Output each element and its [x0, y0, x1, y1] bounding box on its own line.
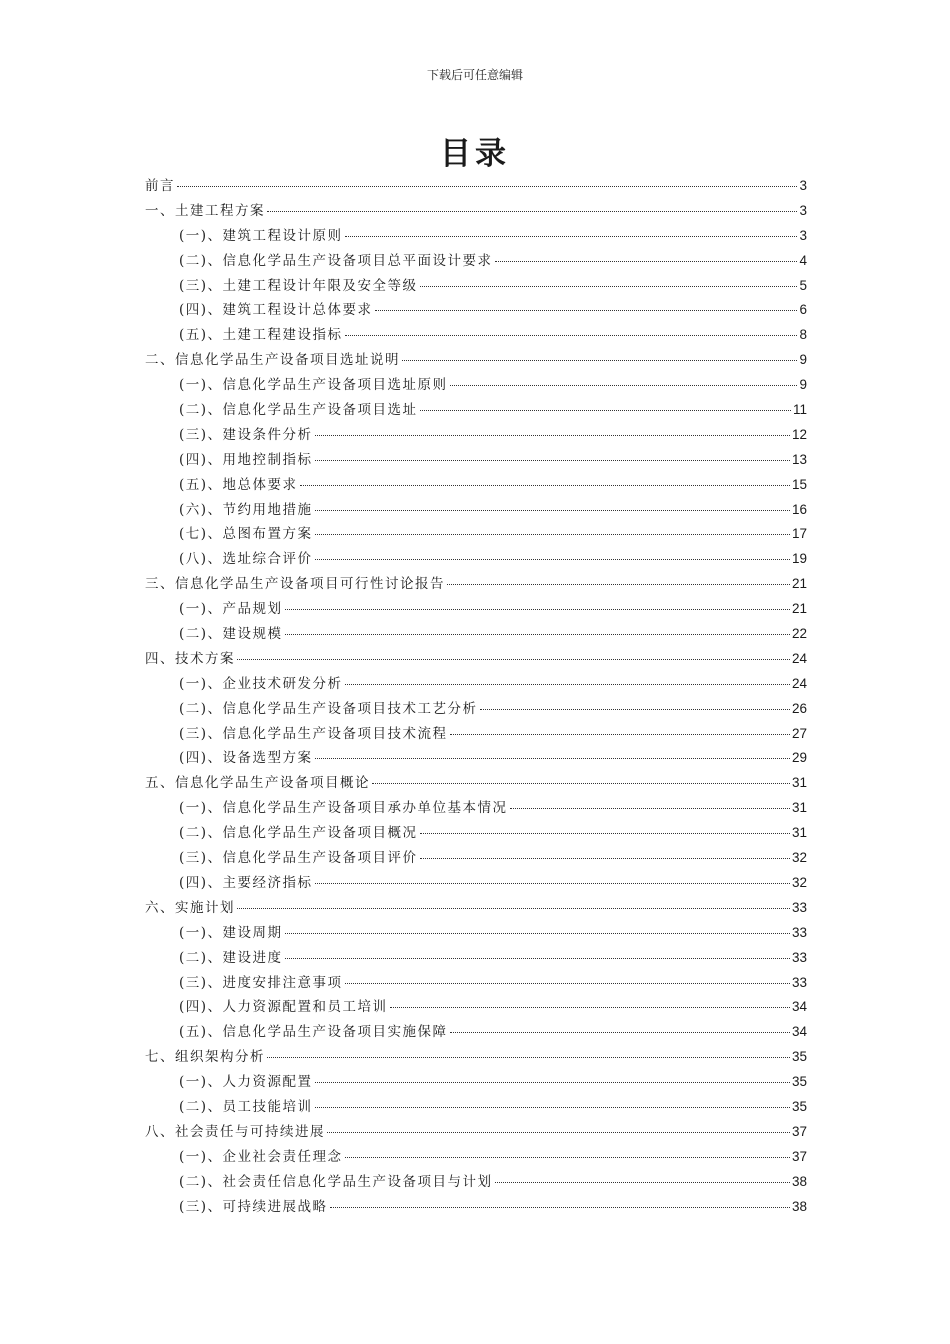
toc-entry-text: (一)、信息化学品生产设备项目选址原则 — [179, 377, 448, 394]
toc-page-number: 34 — [791, 1024, 807, 1040]
toc-page-number: 5 — [799, 277, 807, 293]
toc-page-number: 11 — [792, 402, 807, 418]
toc-section-entry[interactable] — [145, 971, 807, 996]
toc-chapter-entry[interactable] — [145, 896, 807, 921]
toc-page-number: 31 — [791, 825, 807, 841]
toc-entry-text: (三)、可持续进展战略 — [179, 1198, 328, 1215]
toc-entry-text: (一)、产品规划 — [179, 601, 283, 618]
toc-section-entry[interactable] — [145, 672, 807, 697]
dot-leader — [237, 908, 790, 909]
toc-page-number: 33 — [791, 949, 807, 965]
toc-section-entry[interactable] — [145, 522, 807, 547]
toc-entry-text: (一)、信息化学品生产设备项目承办单位基本情况 — [179, 800, 508, 817]
toc-page-number: 13 — [791, 451, 807, 467]
toc-entry-text: (一)、企业技术研发分析 — [179, 675, 343, 692]
dot-leader — [510, 808, 790, 809]
toc-page-number: 3 — [799, 178, 807, 193]
toc-chapter-entry[interactable] — [145, 572, 807, 597]
toc-page-number: 21 — [791, 576, 807, 592]
dot-leader — [345, 335, 798, 336]
dot-leader — [375, 310, 798, 311]
dot-leader — [450, 1032, 790, 1033]
dot-leader — [495, 261, 798, 262]
toc-entry-text: (二)、信息化学品生产设备项目技术工艺分析 — [179, 700, 478, 717]
toc-page-number: 31 — [791, 800, 807, 816]
dot-leader — [420, 410, 791, 411]
toc-page-number: 26 — [791, 700, 807, 716]
toc-entry-text: (二)、建设进度 — [179, 949, 283, 966]
toc-section-entry[interactable] — [145, 224, 807, 249]
toc-title: 目录 — [440, 136, 510, 172]
toc-entry-text: (一)、建设周期 — [179, 924, 283, 941]
toc-section-entry[interactable] — [145, 249, 807, 274]
toc-entry-text: (一)、企业社会责任理念 — [179, 1148, 343, 1165]
toc-chapter-entry[interactable] — [145, 771, 807, 796]
toc-page-number: 24 — [791, 675, 807, 691]
toc-page-number: 33 — [791, 924, 807, 940]
toc-entry-text: (八)、选址综合评价 — [179, 551, 313, 568]
dot-leader — [315, 1082, 790, 1083]
toc-entry-text: (二)、员工技能培训 — [179, 1098, 313, 1115]
toc-entry-text: (三)、建设条件分析 — [179, 426, 313, 443]
dot-leader — [420, 858, 790, 859]
toc-section-entry[interactable] — [145, 323, 807, 348]
toc-entry-text: (二)、信息化学品生产设备项目总平面设计要求 — [179, 252, 493, 269]
toc-section-entry[interactable] — [145, 547, 807, 572]
dot-leader — [267, 211, 797, 212]
toc-section-entry[interactable] — [145, 796, 807, 821]
toc-section-entry[interactable] — [145, 473, 807, 498]
toc-entry-text: (六)、节约用地措施 — [179, 501, 313, 518]
dot-leader — [315, 435, 790, 436]
dot-leader — [327, 1132, 790, 1133]
toc-section-entry[interactable] — [145, 1070, 807, 1095]
toc-section-entry[interactable] — [145, 1170, 807, 1195]
toc-section-entry[interactable] — [145, 722, 807, 747]
toc-section-entry[interactable] — [145, 921, 807, 946]
toc-section-entry[interactable] — [145, 498, 807, 523]
toc-entry-text: (二)、建设规模 — [179, 626, 283, 643]
toc-page-number: 8 — [799, 327, 807, 343]
toc-page-number: 32 — [791, 874, 807, 890]
toc-entry-text: 五、信息化学品生产设备项目概论 — [145, 775, 370, 792]
dot-leader — [330, 1207, 790, 1208]
toc-page-number: 9 — [799, 377, 807, 393]
toc-entry-text: (二)、信息化学品生产设备项目概况 — [179, 825, 418, 842]
toc-section-entry[interactable] — [145, 1095, 807, 1120]
toc-page-number: 16 — [791, 501, 807, 517]
toc-page-number: 3 — [799, 202, 807, 218]
toc-chapter-entry[interactable] — [145, 348, 807, 373]
toc-section-entry[interactable] — [145, 1195, 807, 1220]
dot-leader — [315, 460, 790, 461]
toc-entry-text: 七、组织架构分析 — [145, 1049, 265, 1066]
dot-leader — [315, 758, 790, 759]
toc-entry-text: 二、信息化学品生产设备项目选址说明 — [145, 352, 400, 369]
dot-leader — [315, 510, 790, 511]
dot-leader — [177, 186, 797, 187]
dot-leader — [480, 709, 790, 710]
dot-leader — [372, 783, 790, 784]
toc-section-entry[interactable] — [145, 597, 807, 622]
dot-leader — [315, 534, 790, 535]
toc-page-number: 17 — [791, 526, 807, 542]
dot-leader — [450, 734, 790, 735]
toc-section-entry[interactable] — [145, 1020, 807, 1045]
toc-entry-text: (五)、信息化学品生产设备项目实施保障 — [179, 1024, 448, 1041]
toc-entry-text: (三)、信息化学品生产设备项目技术流程 — [179, 725, 448, 742]
toc-section-entry[interactable] — [145, 995, 807, 1020]
dot-leader — [315, 883, 790, 884]
toc-page-number: 6 — [799, 302, 807, 318]
toc-entry-text: (二)、社会责任信息化学品生产设备项目与计划 — [179, 1173, 493, 1190]
toc-section-entry[interactable] — [145, 746, 807, 771]
dot-leader — [420, 286, 798, 287]
toc-entry-text: (一)、建筑工程设计原则 — [179, 227, 343, 244]
toc-page-number: 29 — [791, 750, 807, 766]
toc-page-number: 35 — [791, 1049, 807, 1065]
toc-page-number: 38 — [791, 1173, 807, 1189]
toc-entry-text: 一、土建工程方案 — [145, 202, 265, 219]
dot-leader — [450, 385, 798, 386]
toc-section-entry[interactable] — [145, 697, 807, 722]
toc-page-number: 31 — [791, 775, 807, 791]
toc-entry-text: (四)、用地控制指标 — [179, 451, 313, 468]
toc-section-entry[interactable] — [145, 871, 807, 896]
toc-entry-text: (三)、信息化学品生产设备项目评价 — [179, 850, 418, 867]
toc-page-number: 19 — [791, 551, 807, 567]
toc-section-entry[interactable] — [145, 274, 807, 299]
toc-page-number: 34 — [791, 999, 807, 1015]
toc-entry-text: (二)、信息化学品生产设备项目选址 — [179, 402, 418, 419]
toc-page-number: 4 — [799, 252, 807, 268]
toc-section-entry[interactable] — [145, 423, 807, 448]
toc-section-entry[interactable] — [145, 846, 807, 871]
toc-section-entry[interactable] — [145, 398, 807, 423]
toc-chapter-entry[interactable] — [145, 199, 807, 224]
toc-page-number: 24 — [791, 650, 807, 666]
toc-page-number: 35 — [791, 1074, 807, 1090]
toc-chapter-entry[interactable] — [145, 1120, 807, 1145]
dot-leader — [345, 983, 790, 984]
toc-page-number: 37 — [791, 1123, 807, 1139]
dot-leader — [447, 584, 790, 585]
dot-leader — [285, 609, 790, 610]
toc-entry-text: (四)、设备选型方案 — [179, 750, 313, 767]
toc-entry-text: (四)、主要经济指标 — [179, 874, 313, 891]
dot-leader — [315, 1107, 790, 1108]
toc-entry-text: 三、信息化学品生产设备项目可行性讨论报告 — [145, 576, 445, 593]
toc-entry-text: 前言 — [145, 178, 175, 194]
toc-page-number: 33 — [791, 974, 807, 990]
dot-leader — [315, 559, 790, 560]
toc-entry-text: (三)、进度安排注意事项 — [179, 974, 343, 991]
toc-page-number: 27 — [791, 725, 807, 741]
toc-section-entry[interactable] — [145, 946, 807, 971]
toc-section-entry[interactable] — [145, 821, 807, 846]
toc-page-number: 33 — [791, 899, 807, 915]
dot-leader — [345, 684, 790, 685]
toc-page-number: 15 — [791, 476, 807, 492]
toc-section-entry[interactable] — [145, 622, 807, 647]
toc-section-entry[interactable] — [145, 1145, 807, 1170]
dot-leader — [420, 833, 790, 834]
toc-entry-text: (一)、人力资源配置 — [179, 1074, 313, 1091]
toc-section-entry[interactable] — [145, 373, 807, 398]
table-of-contents — [145, 174, 807, 1219]
toc-page-number: 32 — [791, 850, 807, 866]
toc-chapter-entry[interactable] — [145, 174, 807, 199]
toc-page-number: 37 — [791, 1148, 807, 1164]
toc-entry-text: (四)、人力资源配置和员工培训 — [179, 999, 388, 1016]
toc-entry-text: 六、实施计划 — [145, 899, 235, 916]
toc-entry-text: (三)、土建工程设计年限及安全等级 — [179, 277, 418, 294]
dot-leader — [390, 1007, 790, 1008]
toc-page-number: 12 — [791, 426, 807, 442]
dot-leader — [495, 1182, 790, 1183]
toc-page-number: 22 — [791, 626, 807, 642]
toc-page-number: 35 — [791, 1098, 807, 1114]
toc-chapter-entry[interactable] — [145, 1045, 807, 1070]
toc-entry-text: (五)、地总体要求 — [179, 476, 298, 493]
toc-entry-text: 八、社会责任与可持续进展 — [145, 1123, 325, 1140]
toc-section-entry[interactable] — [145, 448, 807, 473]
toc-entry-text: (七)、总图布置方案 — [179, 526, 313, 543]
dot-leader — [285, 958, 790, 959]
toc-page-number: 9 — [799, 352, 807, 368]
toc-chapter-entry[interactable] — [145, 647, 807, 672]
dot-leader — [300, 485, 790, 486]
toc-entry-text: 四、技术方案 — [145, 650, 235, 667]
toc-entry-text: (五)、土建工程建设指标 — [179, 327, 343, 344]
dot-leader — [402, 360, 797, 361]
dot-leader — [345, 236, 798, 237]
toc-page-number: 3 — [799, 227, 807, 243]
toc-entry-text: (四)、建筑工程设计总体要求 — [179, 302, 373, 319]
dot-leader — [285, 933, 790, 934]
page-header: 下载后可任意编辑 — [426, 68, 523, 82]
dot-leader — [345, 1157, 790, 1158]
toc-page-number: 21 — [791, 601, 807, 617]
toc-page-number: 38 — [791, 1198, 807, 1214]
dot-leader — [237, 659, 790, 660]
dot-leader — [267, 1057, 790, 1058]
dot-leader — [285, 634, 790, 635]
toc-section-entry[interactable] — [145, 298, 807, 323]
